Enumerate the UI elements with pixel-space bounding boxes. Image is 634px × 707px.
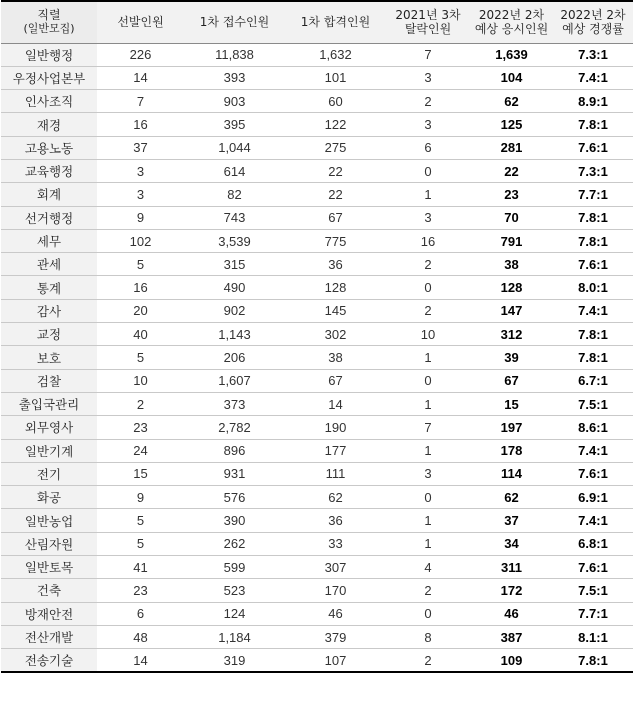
first-applicants-cell: 315: [184, 253, 285, 276]
header-expected-applicants: [470, 1, 553, 43]
third-dropout-cell: 3: [386, 66, 470, 89]
selected-cell: 23: [97, 579, 184, 602]
first-applicants-cell: 523: [184, 579, 285, 602]
expected-ratio-cell: 6.7:1: [553, 369, 633, 392]
expected-applicants-cell: 197: [470, 416, 553, 439]
first-passed-cell: 170: [285, 579, 386, 602]
first-passed-cell: 775: [285, 229, 386, 252]
first-applicants-cell: 576: [184, 486, 285, 509]
first-passed-cell: 145: [285, 299, 386, 322]
first-applicants-cell: 1,044: [184, 136, 285, 159]
table-row: [1, 229, 633, 252]
expected-applicants-cell: 104: [470, 66, 553, 89]
expected-ratio-cell: 8.0:1: [553, 276, 633, 299]
expected-applicants-cell: 109: [470, 649, 553, 672]
third-dropout-cell: 1: [386, 532, 470, 555]
category-cell: 전기: [1, 462, 97, 485]
first-passed-cell: 111: [285, 462, 386, 485]
table-row: [1, 416, 633, 439]
third-dropout-cell: 2: [386, 90, 470, 113]
header-selected: 선발인원: [97, 1, 184, 43]
first-applicants-cell: 903: [184, 90, 285, 113]
selected-cell: 3: [97, 159, 184, 182]
category-cell: 전산개발: [1, 625, 97, 648]
selected-cell: 15: [97, 462, 184, 485]
category-cell: 우정사업본부: [1, 66, 97, 89]
first-passed-cell: 177: [285, 439, 386, 462]
header-third-dropout-line2: 탈락인원: [404, 22, 452, 37]
expected-applicants-cell: 114: [470, 462, 553, 485]
table-row: [1, 66, 633, 89]
category-cell: 세무: [1, 229, 97, 252]
header-expected-applicants-line2: 예상 응시인원: [474, 22, 549, 37]
table-row: [1, 276, 633, 299]
expected-ratio-cell: 7.4:1: [553, 299, 633, 322]
first-applicants-cell: 902: [184, 299, 285, 322]
selected-cell: 7: [97, 90, 184, 113]
table-row: [1, 556, 633, 579]
table-row: [1, 579, 633, 602]
header-row: [1, 1, 633, 43]
expected-ratio-cell: 7.8:1: [553, 323, 633, 346]
third-dropout-cell: 1: [386, 509, 470, 532]
expected-ratio-cell: 7.3:1: [553, 43, 633, 66]
third-dropout-cell: 1: [386, 183, 470, 206]
category-cell: 관세: [1, 253, 97, 276]
category-cell: 산림자원: [1, 532, 97, 555]
category-cell: 재경: [1, 113, 97, 136]
category-cell: 교육행정: [1, 159, 97, 182]
third-dropout-cell: 2: [386, 299, 470, 322]
selected-cell: 14: [97, 66, 184, 89]
table-row: [1, 532, 633, 555]
header-first-passed: 1차 합격인원: [285, 1, 386, 43]
third-dropout-cell: 3: [386, 206, 470, 229]
first-passed-cell: 62: [285, 486, 386, 509]
header-third-dropout: [386, 1, 470, 43]
selected-cell: 37: [97, 136, 184, 159]
first-passed-cell: 275: [285, 136, 386, 159]
selected-cell: 2: [97, 392, 184, 415]
first-passed-cell: 128: [285, 276, 386, 299]
first-applicants-cell: 206: [184, 346, 285, 369]
table-row: [1, 43, 633, 66]
expected-applicants-cell: 62: [470, 486, 553, 509]
first-passed-cell: 122: [285, 113, 386, 136]
first-passed-cell: 101: [285, 66, 386, 89]
selected-cell: 10: [97, 369, 184, 392]
first-passed-cell: 60: [285, 90, 386, 113]
table-row: [1, 625, 633, 648]
expected-ratio-cell: 7.4:1: [553, 509, 633, 532]
selected-cell: 41: [97, 556, 184, 579]
selected-cell: 40: [97, 323, 184, 346]
header-expected-ratio: [553, 1, 633, 43]
expected-ratio-cell: 7.6:1: [553, 462, 633, 485]
expected-ratio-cell: 7.7:1: [553, 602, 633, 625]
expected-applicants-cell: 62: [470, 90, 553, 113]
first-applicants-cell: 490: [184, 276, 285, 299]
category-cell: 화공: [1, 486, 97, 509]
first-applicants-cell: 124: [184, 602, 285, 625]
first-passed-cell: 33: [285, 532, 386, 555]
first-passed-cell: 38: [285, 346, 386, 369]
expected-ratio-cell: 8.6:1: [553, 416, 633, 439]
first-applicants-cell: 1,184: [184, 625, 285, 648]
category-cell: 보호: [1, 346, 97, 369]
expected-applicants-cell: 46: [470, 602, 553, 625]
third-dropout-cell: 2: [386, 649, 470, 672]
first-passed-cell: 1,632: [285, 43, 386, 66]
expected-ratio-cell: 7.7:1: [553, 183, 633, 206]
category-cell: 회계: [1, 183, 97, 206]
first-applicants-cell: 599: [184, 556, 285, 579]
third-dropout-cell: 16: [386, 229, 470, 252]
category-cell: 선거행정: [1, 206, 97, 229]
selected-cell: 9: [97, 206, 184, 229]
expected-applicants-cell: 147: [470, 299, 553, 322]
selected-cell: 24: [97, 439, 184, 462]
first-applicants-cell: 393: [184, 66, 285, 89]
selected-cell: 20: [97, 299, 184, 322]
selected-cell: 102: [97, 229, 184, 252]
expected-applicants-cell: 387: [470, 625, 553, 648]
category-cell: 교정: [1, 323, 97, 346]
first-passed-cell: 379: [285, 625, 386, 648]
table-row: [1, 439, 633, 462]
selected-cell: 226: [97, 43, 184, 66]
header-category: [1, 1, 97, 43]
selected-cell: 5: [97, 253, 184, 276]
table-body: [1, 43, 633, 672]
expected-applicants-cell: 15: [470, 392, 553, 415]
expected-applicants-cell: 38: [470, 253, 553, 276]
first-passed-cell: 36: [285, 253, 386, 276]
table-row: [1, 113, 633, 136]
header-category-label: 직렬: [37, 8, 61, 23]
header-expected-ratio-line2: 예상 경쟁률: [562, 22, 624, 37]
third-dropout-cell: 2: [386, 579, 470, 602]
first-applicants-cell: 1,143: [184, 323, 285, 346]
expected-applicants-cell: 39: [470, 346, 553, 369]
table-row: [1, 159, 633, 182]
expected-ratio-cell: 7.6:1: [553, 253, 633, 276]
category-cell: 고용노동: [1, 136, 97, 159]
expected-applicants-cell: 128: [470, 276, 553, 299]
category-cell: 출입국관리: [1, 392, 97, 415]
category-cell: 인사조직: [1, 90, 97, 113]
expected-ratio-cell: 7.4:1: [553, 439, 633, 462]
category-cell: 외무영사: [1, 416, 97, 439]
expected-ratio-cell: 7.6:1: [553, 136, 633, 159]
table-row: [1, 253, 633, 276]
header-expected-applicants-line1: 2022년 2차: [478, 8, 545, 23]
first-applicants-cell: 1,607: [184, 369, 285, 392]
selected-cell: 5: [97, 509, 184, 532]
selected-cell: 5: [97, 346, 184, 369]
category-cell: 통계: [1, 276, 97, 299]
header-expected-ratio-line1: 2022년 2차: [560, 8, 626, 23]
expected-applicants-cell: 67: [470, 369, 553, 392]
expected-ratio-cell: 7.8:1: [553, 346, 633, 369]
category-cell: 일반농업: [1, 509, 97, 532]
table-row: [1, 206, 633, 229]
expected-applicants-cell: 281: [470, 136, 553, 159]
header-category-sublabel: (일반모집): [23, 22, 75, 36]
expected-ratio-cell: 7.8:1: [553, 206, 633, 229]
expected-applicants-cell: 172: [470, 579, 553, 602]
first-passed-cell: 22: [285, 183, 386, 206]
expected-ratio-cell: 7.8:1: [553, 113, 633, 136]
first-passed-cell: 190: [285, 416, 386, 439]
third-dropout-cell: 0: [386, 369, 470, 392]
first-applicants-cell: 3,539: [184, 229, 285, 252]
expected-ratio-cell: 8.9:1: [553, 90, 633, 113]
selected-cell: 16: [97, 276, 184, 299]
table-row: [1, 90, 633, 113]
competition-table: [1, 0, 633, 673]
first-passed-cell: 67: [285, 206, 386, 229]
first-applicants-cell: 373: [184, 392, 285, 415]
expected-ratio-cell: 6.9:1: [553, 486, 633, 509]
expected-ratio-cell: 7.8:1: [553, 229, 633, 252]
third-dropout-cell: 0: [386, 486, 470, 509]
third-dropout-cell: 0: [386, 276, 470, 299]
expected-ratio-cell: 6.8:1: [553, 532, 633, 555]
selected-cell: 16: [97, 113, 184, 136]
first-applicants-cell: 931: [184, 462, 285, 485]
first-applicants-cell: 390: [184, 509, 285, 532]
table-row: [1, 392, 633, 415]
third-dropout-cell: 1: [386, 392, 470, 415]
first-applicants-cell: 395: [184, 113, 285, 136]
expected-applicants-cell: 37: [470, 509, 553, 532]
category-cell: 방재안전: [1, 602, 97, 625]
category-cell: 건축: [1, 579, 97, 602]
expected-applicants-cell: 312: [470, 323, 553, 346]
table-row: [1, 346, 633, 369]
expected-applicants-cell: 1,639: [470, 43, 553, 66]
third-dropout-cell: 1: [386, 439, 470, 462]
category-cell: 감사: [1, 299, 97, 322]
category-cell: 전송기술: [1, 649, 97, 672]
table-row: [1, 136, 633, 159]
first-passed-cell: 107: [285, 649, 386, 672]
third-dropout-cell: 10: [386, 323, 470, 346]
category-cell: 일반행정: [1, 43, 97, 66]
third-dropout-cell: 2: [386, 253, 470, 276]
table-row: [1, 602, 633, 625]
table-row: [1, 486, 633, 509]
first-applicants-cell: 896: [184, 439, 285, 462]
expected-applicants-cell: 22: [470, 159, 553, 182]
header-third-dropout-line1: 2021년 3차: [395, 8, 461, 23]
expected-applicants-cell: 791: [470, 229, 553, 252]
expected-applicants-cell: 34: [470, 532, 553, 555]
first-applicants-cell: 2,782: [184, 416, 285, 439]
table-row: [1, 509, 633, 532]
expected-applicants-cell: 178: [470, 439, 553, 462]
third-dropout-cell: 3: [386, 113, 470, 136]
third-dropout-cell: 0: [386, 159, 470, 182]
expected-ratio-cell: 7.5:1: [553, 579, 633, 602]
third-dropout-cell: 6: [386, 136, 470, 159]
first-passed-cell: 302: [285, 323, 386, 346]
first-passed-cell: 22: [285, 159, 386, 182]
third-dropout-cell: 8: [386, 625, 470, 648]
table-row: [1, 299, 633, 322]
expected-applicants-cell: 311: [470, 556, 553, 579]
third-dropout-cell: 1: [386, 346, 470, 369]
category-cell: 일반기계: [1, 439, 97, 462]
expected-applicants-cell: 70: [470, 206, 553, 229]
first-passed-cell: 67: [285, 369, 386, 392]
first-passed-cell: 307: [285, 556, 386, 579]
table-row: [1, 183, 633, 206]
third-dropout-cell: 4: [386, 556, 470, 579]
expected-ratio-cell: 7.4:1: [553, 66, 633, 89]
table-row: [1, 649, 633, 672]
first-passed-cell: 36: [285, 509, 386, 532]
selected-cell: 3: [97, 183, 184, 206]
first-applicants-cell: 82: [184, 183, 285, 206]
expected-ratio-cell: 8.1:1: [553, 625, 633, 648]
category-cell: 검찰: [1, 369, 97, 392]
expected-applicants-cell: 125: [470, 113, 553, 136]
expected-ratio-cell: 7.5:1: [553, 392, 633, 415]
first-applicants-cell: 614: [184, 159, 285, 182]
selected-cell: 9: [97, 486, 184, 509]
header-first-applicants: 1차 접수인원: [184, 1, 285, 43]
expected-ratio-cell: 7.8:1: [553, 649, 633, 672]
selected-cell: 48: [97, 625, 184, 648]
third-dropout-cell: 3: [386, 462, 470, 485]
third-dropout-cell: 0: [386, 602, 470, 625]
selected-cell: 23: [97, 416, 184, 439]
third-dropout-cell: 7: [386, 43, 470, 66]
third-dropout-cell: 7: [386, 416, 470, 439]
first-applicants-cell: 11,838: [184, 43, 285, 66]
category-cell: 일반토목: [1, 556, 97, 579]
first-passed-cell: 46: [285, 602, 386, 625]
expected-applicants-cell: 23: [470, 183, 553, 206]
first-passed-cell: 14: [285, 392, 386, 415]
selected-cell: 6: [97, 602, 184, 625]
first-applicants-cell: 743: [184, 206, 285, 229]
table-row: [1, 462, 633, 485]
expected-ratio-cell: 7.3:1: [553, 159, 633, 182]
selected-cell: 5: [97, 532, 184, 555]
first-applicants-cell: 262: [184, 532, 285, 555]
first-applicants-cell: 319: [184, 649, 285, 672]
selected-cell: 14: [97, 649, 184, 672]
expected-ratio-cell: 7.6:1: [553, 556, 633, 579]
table-row: [1, 323, 633, 346]
table-row: [1, 369, 633, 392]
